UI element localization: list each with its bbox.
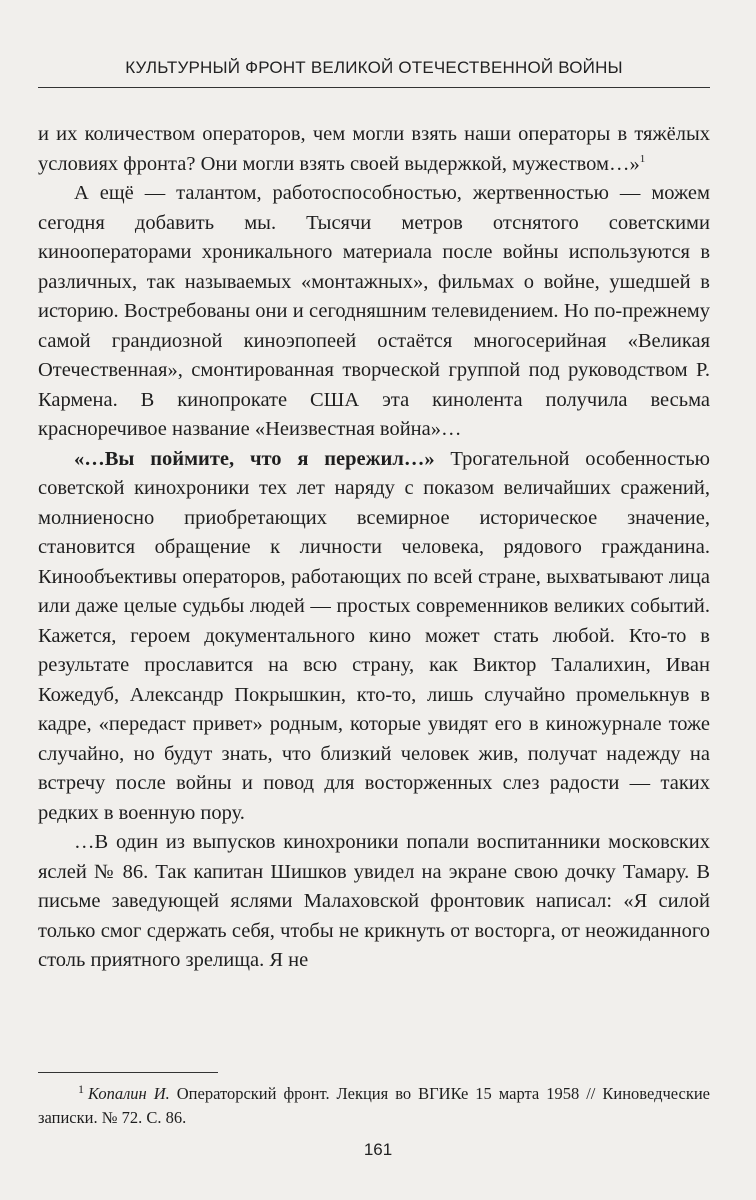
main-text	[38, 120, 710, 976]
footnote-author: Копалин И.	[88, 1084, 170, 1103]
paragraph-3	[38, 445, 710, 829]
paragraph-4: …В один из выпусков кинохроники попали воспитанники московских яслей № 86. Так капитан Шишков увидел на экране свою дочку Тамару. В письме заведующей яслями Малаховской фронтовик написал: «Я силой только смог сдержать себя, чтобы не крикнуть от восторга, от неожиданного столь приятного зрелища. Я не	[38, 831, 710, 971]
running-header: КУЛЬТУРНЫЙ ФРОНТ ВЕЛИКОЙ ОТЕЧЕСТВЕННОЙ ВОЙНЫ	[125, 58, 623, 77]
paragraph-1-text: и их количеством операторов, чем могли взять наши операторы в тяжёлых условиях фронта? Они могли взять своей выдержкой, мужеством…»	[38, 123, 710, 175]
paragraph-2: А ещё — талантом, работоспособностью, жертвенностью — можем сегодня добавить мы. Тысячи метров отснятого советскими кинооператорами хроникального материала после войны используются в различных, так называемых «монтажных», фильмах о войне, ушедшей в историю. Востребованы они и сегодняшним телевидением. Но по-прежнему самой грандиозной киноэпопеей остаётся многосерийная «Великая Отечественная», смонтированная творческой группой под руководством Р. Кармена. В кинопрокате США эта кинолента получила весьма красноречивое название «Неизвестная война»…	[38, 182, 710, 440]
footnote-text: Операторский фронт. Лекция во ВГИКе 15 марта 1958 // Киноведческие записки. № 72. С. 86.	[38, 1084, 710, 1127]
page-number: 161	[363, 1140, 393, 1159]
footnote	[38, 1082, 710, 1130]
header-rule	[38, 87, 710, 88]
footnote-number: 1	[78, 1081, 84, 1096]
paragraph-3-text: Трогательной особенностью советской кинохроники тех лет наряду с показом величайших сражений, молниеносно приобретающих всемирное историческое значение, становится обращение к личности человека, рядового гражданина. Кинообъективы операторов, работающих по всей стране, выхватывают лица или даже целые судьбы людей — простых современников великих событий. Кажется, героем документального кино может стать любой. Кто-то в результате прославится на всю страну, как Виктор Талалихин, Иван Кожедуб, Александр Покрышкин, кто-то, лишь случайно промелькнув в кадре, «передаст привет» родным, которые увидят его в киножурнале тоже случайно, но будут знать, что близкий человек жив, получат надежду на встречу после войны и повод для восторженных слез радости — таких редких в военную пору.	[38, 447, 710, 824]
footnote-reference: 1	[639, 152, 646, 165]
paragraph-3-lead: «…Вы поймите, что я пережил…»	[74, 447, 435, 470]
footnote-rule	[38, 1072, 218, 1073]
paragraph-1	[38, 120, 710, 179]
